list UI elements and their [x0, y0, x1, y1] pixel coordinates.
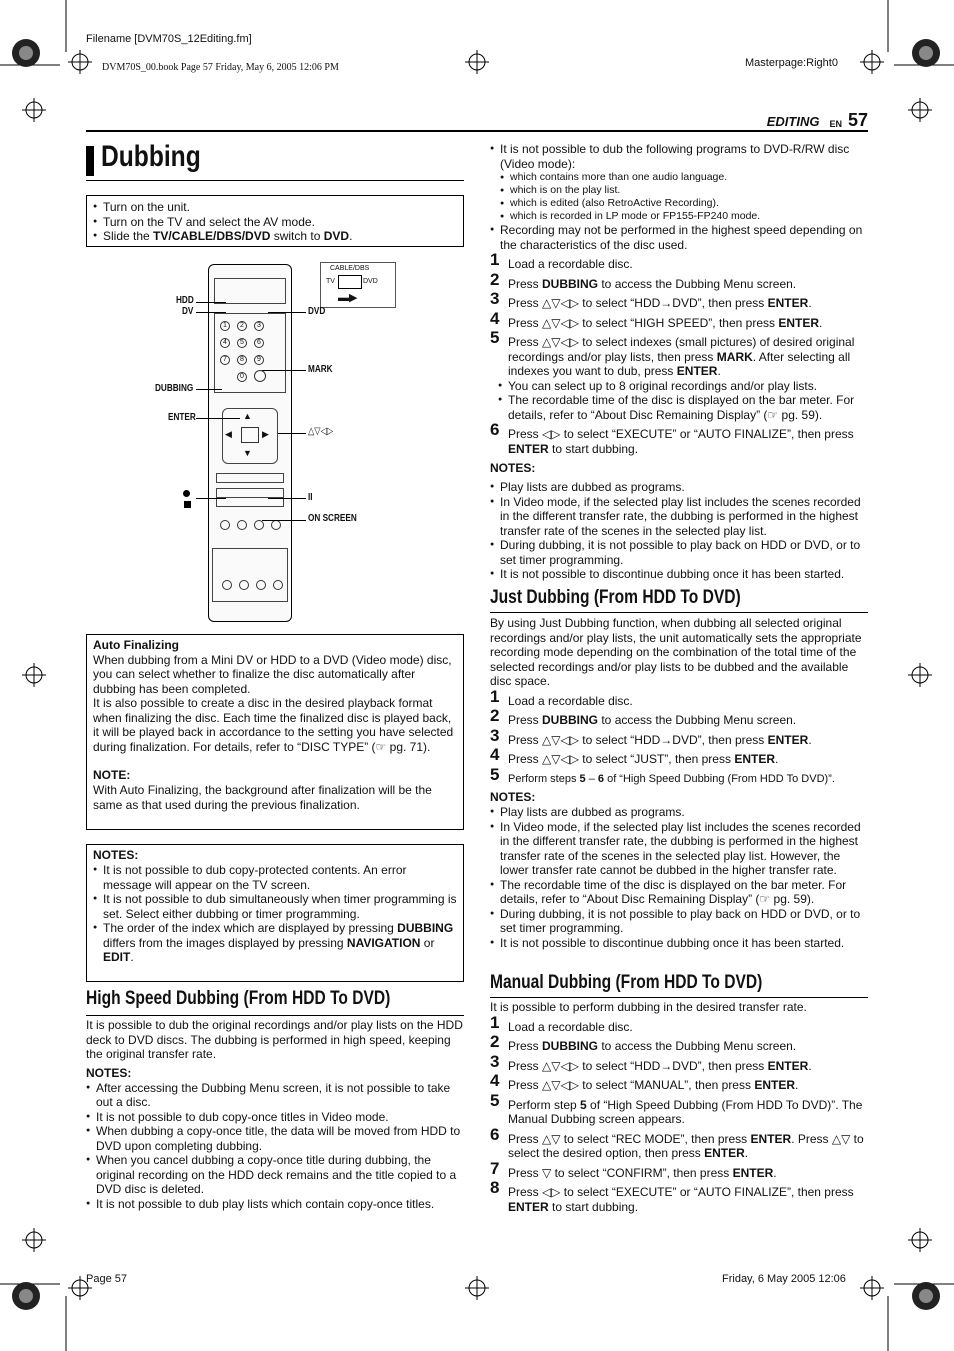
just-intro: By using Just Dubbing function, when dubbing all selected original recordings and/or play lists, the unit automatically sets the appropriate recording mode depending on the combination of the total time of the selected recordings and/or play lists to be dubbed and the available disc space. — [490, 616, 862, 688]
manual-step-6: 6 Press △▽ to select “REC MODE”, then press ENTER. Press △▽ to select the desired option, then press ENTER. — [490, 1124, 864, 1160]
hs-notes-heading: NOTES: — [490, 461, 536, 475]
just-notes-heading: NOTES: — [490, 790, 536, 804]
right-column — [490, 142, 868, 582]
print-footer-date: Friday, 6 May 2005 12:06 — [722, 1273, 846, 1285]
remote-round-button — [256, 580, 266, 590]
print-filename: Filename [DVM70S_12Editing.fm] — [86, 33, 252, 45]
remote-mark-button — [254, 370, 266, 382]
just-step-1: 1 Load a recordable disc. — [490, 686, 633, 708]
record-icon — [183, 490, 190, 497]
notes-item: ● It is not possible to dub copy-protected contents. An error message will appear on the TV screen. — [93, 863, 457, 892]
hs-note: ● During dubbing, it is not possible to play back on HDD or DVD, or to set timer programming. — [490, 538, 868, 567]
auto-finalizing-note-heading: NOTE: — [93, 768, 131, 782]
notes-item: ● The order of the index which are displayed by pressing DUBBING differs from the images displayed by pressing NAVIGATION or EDIT. — [93, 921, 457, 965]
high-speed-note: ● It is not possible to dub copy-once titles in Video mode. — [86, 1110, 464, 1125]
manual-step-3: 3 Press △▽◁▷ to select “HDD→DVD”, then press ENTER. — [490, 1051, 812, 1073]
header-rule — [86, 130, 868, 132]
hs-step-5-note: ● You can select up to 8 original recordings and/or play lists. — [490, 379, 868, 394]
leader-record — [196, 498, 226, 499]
leader-enter — [196, 418, 240, 419]
high-speed-note: ● When dubbing a copy-once title, the data will be moved from HDD to DVD upon completing dubbing. — [86, 1124, 464, 1153]
switch-label: CABLE/DBS — [330, 265, 370, 272]
hs-step-2: 2 Press DUBBING to access the Dubbing Menu screen. — [490, 269, 797, 291]
notes-item: ● It is not possible to dub simultaneously when timer programming is set. Select either dubbing or timer programming. — [93, 892, 457, 921]
just-step-3: 3 Press △▽◁▷ to select “HDD→DVD”, then press ENTER. — [490, 725, 812, 747]
switch-right-label: DVD — [363, 278, 378, 285]
switch-arrow-icon: ▬▶ — [338, 292, 358, 304]
hs-step-5-note: ● The recordable time of the disc is displayed on the bar meter. For details, refer to “About Disc Remaining Display” (☞ pg. 59). — [490, 393, 868, 422]
high-speed-note: ● After accessing the Dubbing Menu screen, it is not possible to take out a disc. — [86, 1081, 464, 1110]
remote-right-arrow: ▶ — [262, 429, 269, 439]
remote-down-arrow: ▼ — [243, 448, 252, 458]
just-note: ● The recordable time of the disc is displayed on the bar meter. For details, refer to “About Disc Remaining Display” (☞ pg. 59). — [490, 878, 868, 907]
remote-key-9: 9 — [254, 355, 264, 365]
manual-dubbing-rule — [490, 997, 868, 998]
print-book-line: DVM70S_00.book Page 57 Friday, May 6, 2005 12:06 PM — [102, 62, 339, 73]
title-bar — [86, 146, 94, 176]
remote-illustration — [150, 258, 400, 623]
stop-icon — [184, 501, 191, 508]
remote-round-button — [273, 580, 283, 590]
just-note: ● Play lists are dubbed as programs. — [490, 805, 868, 820]
auto-finalizing-note: With Auto Finalizing, the background after finalization will be the same as that used during the previous finalization. — [93, 783, 432, 812]
manual-intro: It is possible to perform dubbing in the desired transfer rate. — [490, 1000, 807, 1014]
remote-key-3: 3 — [254, 321, 264, 331]
label-hdd: HDD — [176, 295, 194, 306]
remote-key-0: 0 — [237, 372, 247, 382]
just-step-4: 4 Press △▽◁▷ to select “JUST”, then press ENTER. — [490, 745, 779, 766]
restriction-item: ● Recording may not be performed in the highest speed depending on the characteristics of the disc used. — [490, 223, 868, 252]
leader-hdd — [196, 302, 226, 303]
manual-step-1: 1 Load a recordable disc. — [490, 1012, 633, 1034]
label-mark: MARK — [308, 364, 333, 375]
restriction-subitem: ● which contains more than one audio language. — [490, 171, 868, 184]
hs-note: ● In Video mode, if the selected play list includes the scenes recorded in the different transfer rate, the dubbing is performed in the highest transfer rate of the scenes in the selected play list. — [490, 495, 868, 539]
manual-step-7: 7 Press ▽ to select “CONFIRM”, then press ENTER. — [490, 1158, 777, 1180]
just-step-2: 2 Press DUBBING to access the Dubbing Menu screen. — [490, 706, 797, 727]
just-note: ● In Video mode, if the selected play list includes the scenes recorded in the different transfer rate, the dubbing is performed in the highest transfer rate of the scenes in the selected play list. However, the lower transfer rate cannot be dubbed in the higher transfer rate. — [490, 820, 868, 878]
auto-finalizing-body: When dubbing from a Mini DV or HDD to a DVD (Video mode) disc, you can select whether to finalize the disc automatically after dubbing has been completed. — [93, 652, 452, 696]
switch-slider — [338, 275, 362, 289]
high-speed-section — [86, 1018, 464, 1211]
just-note: ● During dubbing, it is not possible to play back on HDD or DVD, or to set timer programming. — [490, 907, 868, 936]
high-speed-note: ● It is not possible to dub play lists which contain copy-once titles. — [86, 1197, 464, 1212]
just-note: ● It is not possible to discontinue dubbing once it has been started. — [490, 936, 868, 951]
manual-step-2: 2 Press DUBBING to access the Dubbing Menu screen. — [490, 1032, 797, 1053]
manual-dubbing-section — [490, 1000, 868, 1214]
label-arrows: △▽◁▷ — [308, 426, 334, 437]
leader-dubbing — [196, 389, 222, 390]
manual-step-8: 8 Press ◁▷ to select “EXECUTE” or “AUTO FINALIZE”, then press ENTER to start dubbing. — [490, 1178, 854, 1214]
page-title: Dubbing — [101, 140, 201, 173]
high-speed-title: High Speed Dubbing (From HDD To DVD) — [86, 988, 391, 1009]
hs-step-5: 5 Press △▽◁▷ to select indexes (small pictures) of desired original recordings and/or play lists, then press MARK. After selecting all indexes you want to dub, press ENTER. — [490, 328, 855, 378]
notes-heading: NOTES: — [93, 848, 139, 862]
print-masterpage: Masterpage:Right0 — [745, 57, 838, 69]
auto-finalizing-heading: Auto Finalizing — [93, 638, 179, 652]
remote-round-button — [239, 580, 249, 590]
prep-box — [86, 195, 464, 247]
manual-dubbing-title: Manual Dubbing (From HDD To DVD) — [490, 972, 763, 993]
remote-key-8: 8 — [237, 355, 247, 365]
just-step-5: 5 Perform steps 5 – 6 of “High Speed Dubbing (From HDD To DVD)”. — [490, 764, 835, 785]
just-dubbing-section — [490, 616, 868, 950]
remote-round-button — [222, 580, 232, 590]
label-dv: DV — [182, 306, 194, 317]
page-number: 57 — [847, 110, 868, 130]
prep-item: ● Turn on the unit. — [93, 200, 457, 215]
just-dubbing-title: Just Dubbing (From HDD To DVD) — [490, 587, 741, 608]
remote-key-7: 7 — [220, 355, 230, 365]
notes-box — [86, 844, 464, 982]
header-section: EDITING — [766, 114, 820, 129]
leader-mark — [262, 370, 306, 371]
remote-key-4: 4 — [220, 338, 230, 348]
hs-note: ● Play lists are dubbed as programs. — [490, 480, 868, 495]
prep-item: ● Turn on the TV and select the AV mode. — [93, 215, 457, 230]
leader-dv — [196, 312, 226, 313]
remote-round-button — [237, 520, 247, 530]
high-speed-rule — [86, 1015, 464, 1016]
high-speed-intro: It is possible to dub the original recordings and/or play lists on the HDD deck to DVD discs. The dubbing is performed in high speed, keeping the original transfer rate. — [86, 1018, 463, 1061]
label-dvd: DVD — [308, 306, 326, 317]
leader-dvd — [268, 312, 306, 313]
remote-key-5: 5 — [237, 338, 247, 348]
remote-key-1: 1 — [220, 321, 230, 331]
remote-on-screen-button — [254, 520, 264, 530]
hs-step-3: 3 Press △▽◁▷ to select “HDD→DVD”, then press ENTER. — [490, 289, 812, 310]
leader-on-screen — [262, 520, 306, 521]
restriction-subitem: ● which is on the play list. — [490, 184, 868, 197]
remote-display — [214, 278, 286, 304]
auto-finalizing-box — [86, 634, 464, 830]
remote-key-6: 6 — [254, 338, 264, 348]
prep-item: ● Slide the TV/CABLE/DBS/DVD switch to DVD. — [93, 229, 457, 244]
running-header — [767, 111, 868, 129]
label-dubbing: DUBBING — [155, 383, 194, 394]
remote-round-button — [271, 520, 281, 530]
restriction-subitem: ● which is edited (also RetroActive Recording). — [490, 197, 868, 210]
label-on-screen: ON SCREEN — [308, 513, 357, 524]
print-footer-page: Page 57 — [86, 1273, 127, 1285]
hs-step-4: 4 Press △▽◁▷ to select “HIGH SPEED”, then press ENTER. — [490, 308, 823, 330]
leader-arrows — [278, 433, 306, 434]
hs-step-6: 6 Press ◁▷ to select “EXECUTE” or “AUTO FINALIZE”, then press ENTER to start dubbing. — [490, 420, 854, 456]
restriction-subitem: ● which is recorded in LP mode or FP155-FP240 mode. — [490, 210, 868, 223]
remote-key-2: 2 — [237, 321, 247, 331]
high-speed-notes-heading: NOTES: — [86, 1065, 132, 1080]
hs-note: ● It is not possible to discontinue dubbing once it has been started. — [490, 567, 868, 582]
label-enter: ENTER — [168, 412, 196, 423]
title-rule — [86, 180, 464, 181]
remote-lower-panel — [212, 548, 288, 602]
switch-left-label: TV — [326, 278, 335, 285]
auto-finalizing-body2: It is also possible to create a disc in the desired playback format when finalizing the disc. Each time the finalized disc is played back, it will be played back in accordance to the setting you have selected during finalization. For details, refer to “DISC TYPE” (☞ pg. 71). — [93, 696, 454, 754]
just-dubbing-rule — [490, 612, 868, 613]
manual-step-4: 4 Press △▽◁▷ to select “MANUAL”, then press ENTER. — [490, 1071, 799, 1092]
label-pause: II — [308, 492, 313, 503]
hs-step-1: 1 Load a recordable disc. — [490, 250, 633, 271]
header-lang: EN — [829, 119, 842, 129]
remote-round-button — [220, 520, 230, 530]
remote-transport-row — [216, 473, 284, 483]
high-speed-note: ● When you cancel dubbing a copy-once title during dubbing, the original recording on the HDD deck remains and the title copied to a DVD disc is deleted. — [86, 1153, 464, 1197]
leader-pause — [268, 498, 306, 499]
remote-center-button — [241, 427, 259, 443]
remote-up-arrow: ▲ — [243, 411, 252, 421]
manual-step-5: 5 Perform step 5 of “High Speed Dubbing (From HDD To DVD)”. The Manual Dubbing screen appears. — [490, 1090, 863, 1126]
restriction-item: ● It is not possible to dub the following programs to DVD-R/RW disc (Video mode): — [490, 142, 868, 171]
remote-left-arrow: ◀ — [225, 429, 232, 439]
